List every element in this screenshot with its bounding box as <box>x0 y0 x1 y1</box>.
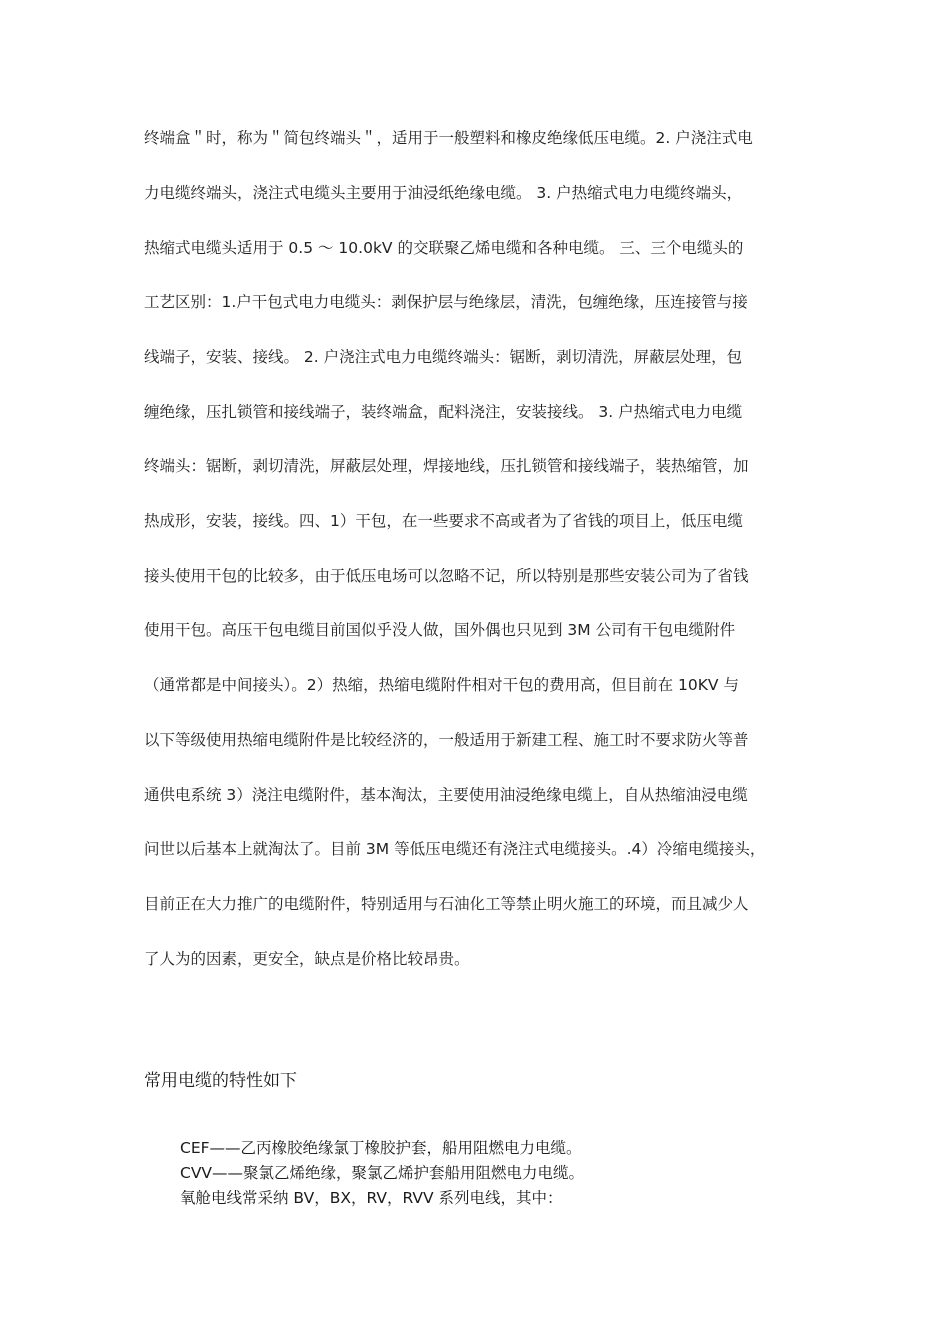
body-text-line: 线端子，安装、接线。 2. 户浇注式电力电缆终端头：锯断，剥切清洗，屏蔽层处理，包 <box>144 348 743 366</box>
body-text-line: 目前正在大力推广的电缆附件，特别适用与石油化工等禁止明火施工的环境，而且减少人 <box>144 895 749 913</box>
cable-spec-item: CVV——聚氯乙烯绝缘，聚氯乙烯护套船用阻燃电力电缆。 <box>180 1164 585 1182</box>
body-text-line: 问世以后基本上就淘汰了。目前 3M 等低压电缆还有浇注式电缆接头。.4）冷缩电缆接头， <box>144 840 766 858</box>
cable-spec-item: 氧舱电线常采纳 BV，BX，RV，RVV 系列电线，其中： <box>180 1189 563 1207</box>
body-text-line: 终端盒＂时，称为＂简包终端头＂，适用于一般塑料和橡皮绝缘低压电缆。2. 户浇注式电 <box>144 129 753 147</box>
body-text-line: 通供电系统 3）浇注电缆附件，基本淘汰，主要使用油浸绝缘电缆上，自从热缩油浸电缆 <box>144 786 748 804</box>
body-text-line: 缠绝缘，压扎锁管和接线端子，装终端盒，配料浇注，安装接线。 3. 户热缩式电力电缆 <box>144 403 743 421</box>
body-text-line: 热缩式电缆头适用于 0.5 ～ 10.0kV 的交联聚乙烯电缆和各种电缆。 三、三个电缆头的 <box>144 239 744 257</box>
body-text-line: 以下等级使用热缩电缆附件是比较经济的，一般适用于新建工程、施工时不要求防火等普 <box>144 731 749 749</box>
cable-spec-item: CEF——乙丙橡胶绝缘氯丁橡胶护套，船用阻燃电力电缆。 <box>180 1139 582 1157</box>
body-text-line: 力电缆终端头，浇注式电缆头主要用于油浸纸绝缘电缆。 3. 户热缩式电力电缆终端头， <box>144 184 743 202</box>
body-text-line: 热成形，安装，接线。四、1）干包，在一些要求不高或者为了省钱的项目上，低压电缆 <box>144 512 743 530</box>
body-text-line: 终端头：锯断，剥切清洗，屏蔽层处理，焊接地线，压扎锁管和接线端子，装热缩管，加 <box>144 457 749 475</box>
body-text-line: 了人为的因素，更安全，缺点是价格比较昂贵。 <box>144 950 470 968</box>
body-text-line: 接头使用干包的比较多，由于低压电场可以忽略不记，所以特别是那些安装公司为了省钱 <box>144 567 749 585</box>
section-heading: 常用电缆的特性如下 <box>144 1071 297 1091</box>
body-text-line: 使用干包。高压干包电缆目前国似乎没人做，国外偶也只见到 3M 公司有干包电缆附件 <box>144 621 736 639</box>
body-text-line: （通常都是中间接头）。2）热缩，热缩电缆附件相对干包的费用高，但目前在 10KV 与 <box>144 676 739 694</box>
body-text-line: 工艺区别：1.户干包式电力电缆头：剥保护层与绝缘层，清洗，包缠绝缘，压连接管与接 <box>144 293 748 311</box>
